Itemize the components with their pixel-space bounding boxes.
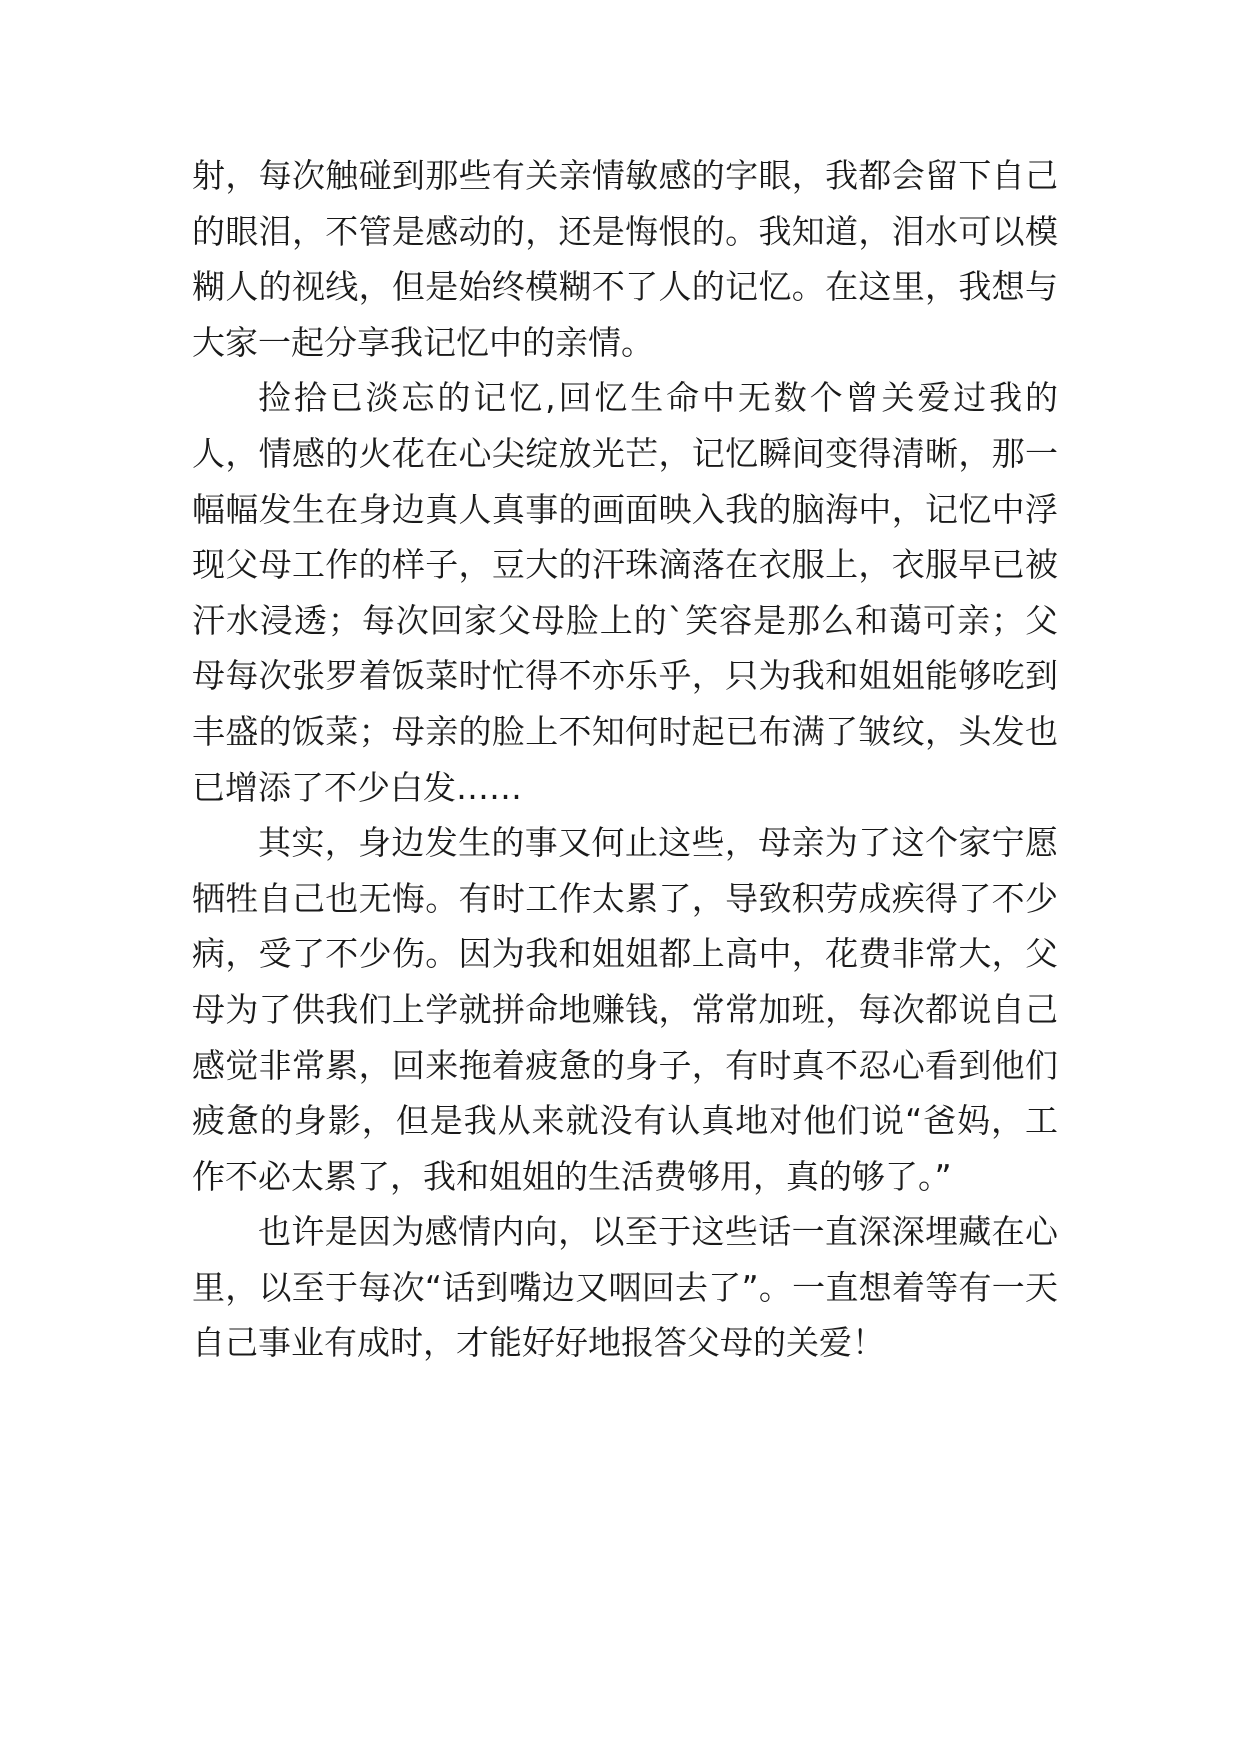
paragraph-3: 其实，身边发生的事又何止这些，母亲为了这个家宁愿牺牲自己也无悔。有时工作太累了，导致积劳成疾得了不少病，受了不少伤。因为我和姐姐都上高中，花费非常大，父母为了供我们上学就拼命地赚钱，常常加班，每次都说自己感觉非常累，回来拖着疲惫的身子，有时真不忍心看到他们疲惫的身影，但是我从来就没有认真地对他们说“爸妈，工作不必太累了，我和姐姐的生活费够用，真的够了。” <box>192 823 1058 1196</box>
paragraph-2: 捡拾已淡忘的记忆,回忆生命中无数个曾关爱过我的人，情感的火花在心尖绽放光芒，记忆瞬间变得清晰，那一幅幅发生在身边真人真事的画面映入我的脑海中，记忆中浮现父母工作的样子，豆大的汗珠滴落在衣服上，衣服早已被汗水浸透；每次回家父母脸上的`笑容是那么和蔼可亲；父母每次张罗着饭菜时忙得不亦乐乎，只为我和姐姐能够吃到丰盛的饭菜；母亲的脸上不知何时起已布满了皱纹，头发也已增添了不少白发…… <box>192 378 1058 807</box>
paragraph-1: 射，每次触碰到那些有关亲情敏感的字眼，我都会留下自己的眼泪，不管是感动的，还是悔恨的。我知道，泪水可以模糊人的视线，但是始终模糊不了人的记忆。在这里，我想与大家一起分享我记忆中的亲情。 <box>192 156 1058 362</box>
paragraph-4: 也许是因为感情内向，以至于这些话一直深深埋藏在心里，以至于每次“话到嘴边又咽回去了”。一直想着等有一天自己事业有成时，才能好好地报答父母的关爱！ <box>192 1212 1058 1363</box>
document-body <box>192 148 1058 1371</box>
